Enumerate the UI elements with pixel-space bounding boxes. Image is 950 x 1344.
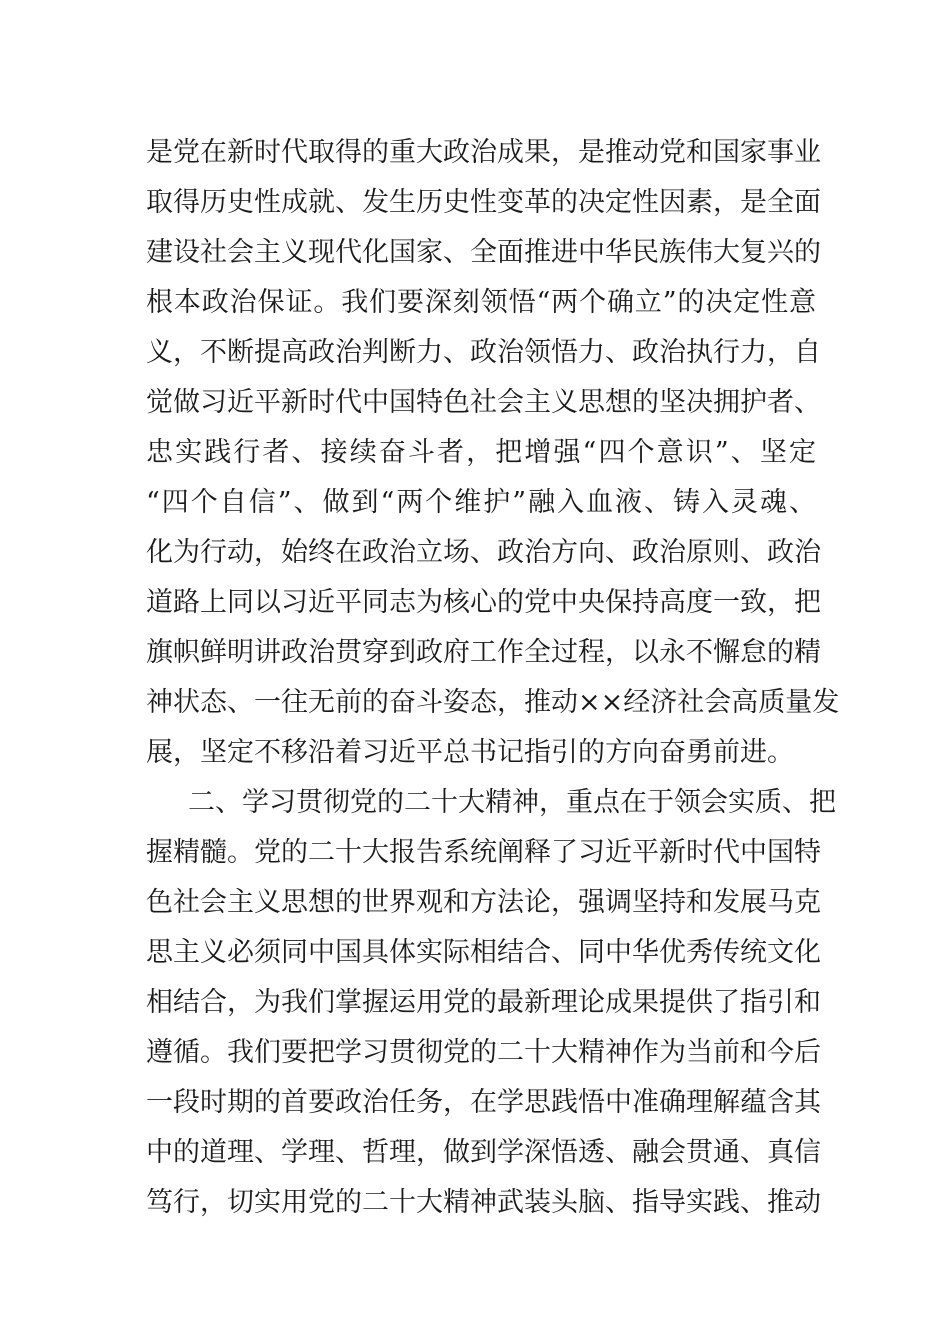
text-line: 遵循。我们要把学习贯彻党的二十大精神作为当前和今后 [146,1037,821,1068]
text-line: 道路上同以习近平同志为核心的党中央保持高度一致，把 [146,587,821,618]
text-line: 色社会主义思想的世界观和方法论，强调坚持和发展马克 [146,887,821,918]
text-line: 是党在新时代取得的重大政治成果，是推动党和国家事业 [146,137,821,168]
text-line: 中的道理、学理、哲理，做到学深悟透、融会贯通、真信 [146,1137,821,1168]
text-line: 握精髓。党的二十大报告系统阐释了习近平新时代中国特 [146,837,821,868]
section-two-heading-line: 二、学习贯彻党的二十大精神，重点在于领会实质、把 [188,787,836,818]
text-line: 神状态、一往无前的奋斗姿态，推动××经济社会高质量发 [146,687,840,718]
text-line: 化为行动，始终在政治立场、政治方向、政治原则、政治 [146,537,821,568]
text-line: 忠实践行者、接续奋斗者，把增强“四个意识”、坚定 [146,437,816,468]
text-line: 笃行，切实用党的二十大精神武装头脑、指导实践、推动 [146,1187,821,1218]
text-line: 相结合，为我们掌握运用党的最新理论成果提供了指引和 [146,987,821,1018]
paragraph-end-line: 展，坚定不移沿着习近平总书记指引的方向奋勇前进。 [146,737,794,768]
text-line: 一段时期的首要政治任务，在学思践悟中准确理解蕴含其 [146,1087,821,1118]
text-line: “四个自信”、做到“两个维护”融入血液、铸入灵魂、 [146,487,816,518]
text-line: 思主义必须同中国具体实际相结合、同中华优秀传统文化 [146,937,821,968]
document-body [146,128,840,1228]
text-line: 义，不断提高政治判断力、政治领悟力、政治执行力，自 [146,337,821,368]
text-line: 根本政治保证。我们要深刻领悟“两个确立”的决定性意 [146,287,816,318]
text-line: 旗帜鲜明讲政治贯穿到政府工作全过程，以永不懈怠的精 [146,637,821,668]
text-line: 建设社会主义现代化国家、全面推进中华民族伟大复兴的 [146,237,821,268]
text-line: 取得历史性成就、发生历史性变革的决定性因素，是全面 [146,187,821,218]
text-line: 觉做习近平新时代中国特色社会主义思想的坚决拥护者、 [146,387,821,418]
